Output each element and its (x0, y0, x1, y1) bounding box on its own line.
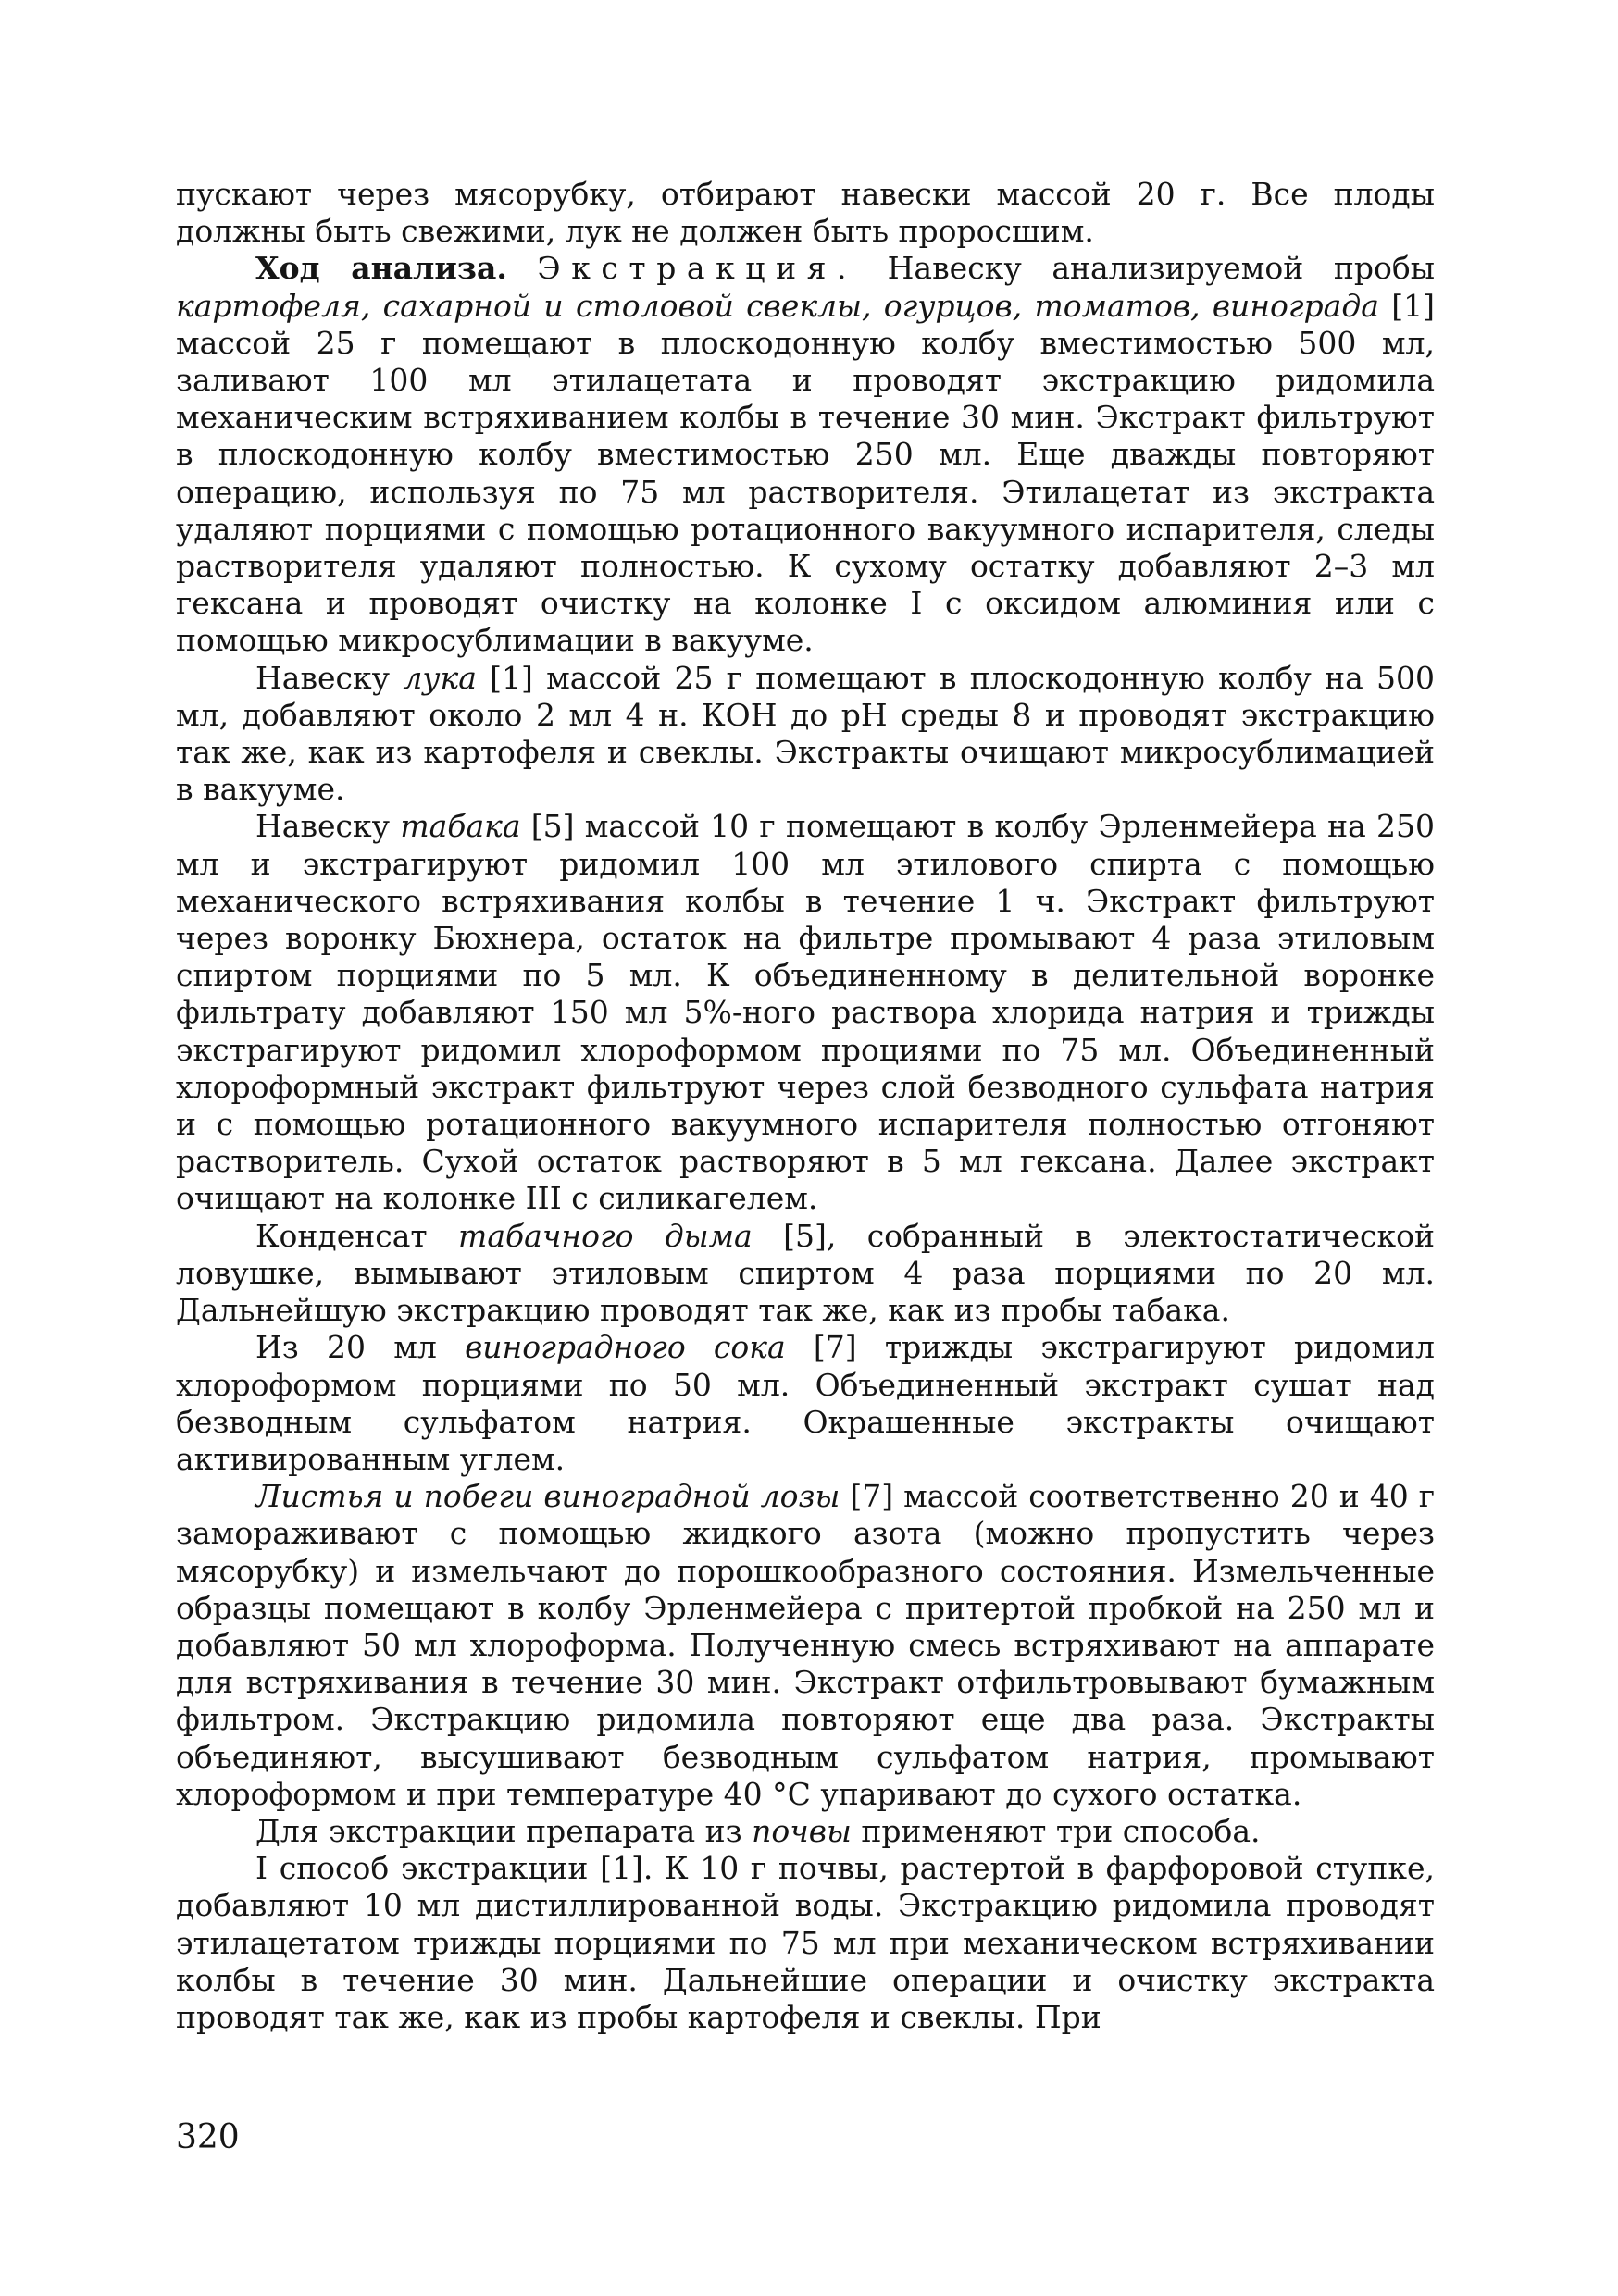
text-run: Конденсат (255, 1217, 459, 1254)
paragraph (176, 176, 1435, 250)
paragraph (176, 1218, 1435, 1330)
text-run: [1] массой 25 г помещают в плоскодонную колбу на 500 мл, добавляют около 2 мл 4 н. КОН до pH среды 8 и проводят экстракцию так же, как из картофеля и свеклы. Экстракты очищают микросублимацией в вакууме. (176, 659, 1435, 808)
text-run-italic: картофеля, сахарной и столовой свеклы, огурцов, томатов, винограда (176, 287, 1379, 324)
text-run: I способ экстракции [1]. К 10 г почвы, растертой в фарфоровой ступке, добавляют 10 мл дистиллированной воды. Экстракцию ридомила проводят этилацетатом трижды порциями по 75 мл при механическом встряхивании колбы в течение 30 мин. Дальнейшие операции и очистку экстракта проводят так же, как из пробы картофеля и свеклы. При (176, 1850, 1435, 2035)
text-run-italic: табачного дыма (458, 1217, 753, 1254)
body-text (176, 176, 1435, 2036)
text-run (507, 250, 538, 286)
text-run-italic: почвы (752, 1812, 852, 1849)
paragraph (176, 1850, 1435, 2036)
text-run: [7] трижды экстрагируют ридомил хлороформом порциями по 50 мл. Объединенный экстракт сушат над безводным сульфатом натрия. Окрашенные экстракты очищают активированным углем. (176, 1329, 1435, 1477)
text-run: [5] массой 10 г помещают в колбу Эрленмейера на 250 мл и экстрагируют ридомил 100 мл этилового спирта с помощью механического встряхивания колбы в течение 1 ч. Экстракт фильтруют через воронку Бюхнера, остаток на фильтре промывают 4 раза этиловым спиртом порциями по 5 мл. К объединенному в делительной воронке фильтрату добавляют 150 мл 5%-ного раствора хлорида натрия и трижды экстрагируют ридомил хлороформом проциями по 75 мл. Объединенный хлороформный экстракт фильтруют через слой безводного сульфата натрия и с помощью ротационного вакуумного испарителя полностью отгоняют растворитель. Сухой остаток растворяют в 5 мл гексана. Далее экстракт очищают на колонке III с силикагелем. (176, 808, 1435, 1217)
paragraph (176, 808, 1435, 1217)
paragraph (176, 1813, 1435, 1850)
text-run: Навеску (255, 659, 404, 696)
text-run: [7] массой соответственно 20 и 40 г замораживают с помощью жидкого азота (можно пропустить через мясорубку) и измельчают до порошкообразного состояния. Измельченные образцы помещают в колбу Эрленмейера с притертой пробкой на 250 мл и добавляют 50 мл хлороформа. Полученную смесь встряхивают на аппарате для встряхивания в течение 30 мин. Экстракт отфильтровывают бумажным фильтром. Экстракцию ридомила повторяют еще два раза. Экстракты объединяют, высушивают безводным сульфатом натрия, промывают хлороформом и при температуре 40 °С упаривают до сухого остатка. (176, 1478, 1435, 1812)
paragraph (176, 1329, 1435, 1478)
text-run: пускают через мясорубку, отбирают навески массой 20 г. Все плоды должны быть свежими, лук не должен быть проросшим. (176, 176, 1435, 250)
paragraph (176, 660, 1435, 809)
text-run-italic: Листья и побеги виноградной лозы (255, 1478, 840, 1515)
text-run-italic: виноградного сока (465, 1329, 786, 1366)
text-run: [5], собранный в электостатической ловушке, вымывают этиловым спиртом 4 раза порциями по 20 мл. Дальнейшую экстракцию проводят так же, как из пробы табака. (176, 1217, 1436, 1329)
text-run: [1] массой 25 г помещают в плоскодонную колбу вместимостью 500 мл, заливают 100 мл этилацетата и проводят экстракцию ридомила механическим встряхиванием колбы в течение 30 мин. Экстракт фильтруют в плоскодонную колбу вместимостью 250 мл. Еще дважды повторяют операцию, используя по 75 мл растворителя. Этилацетат из экстракта удаляют порциями с помощью ротационного вакуумного испарителя, следы растворителя удаляют полностью. К сухому остатку добавляют 2–3 мл гексана и проводят очистку на колонке I с оксидом алюминия или с помощью микросублимации в вакууме. (176, 287, 1436, 659)
text-run: Навеску (255, 808, 401, 845)
paragraph (176, 250, 1435, 659)
text-run-italic: лука (403, 659, 477, 696)
text-run: Навеску анализируемой пробы (857, 250, 1435, 287)
text-run: Для экстракции препарата из (255, 1812, 753, 1849)
text-run: применяют три способа. (851, 1812, 1261, 1849)
text-run-bold: Ход анализа. (255, 250, 507, 287)
text-run-italic: табака (400, 808, 521, 845)
text-run: Из 20 мл (255, 1329, 466, 1366)
page-number: 320 (176, 2118, 240, 2156)
text-run-spaced: Экстракция. (537, 250, 858, 287)
paragraph (176, 1478, 1435, 1813)
